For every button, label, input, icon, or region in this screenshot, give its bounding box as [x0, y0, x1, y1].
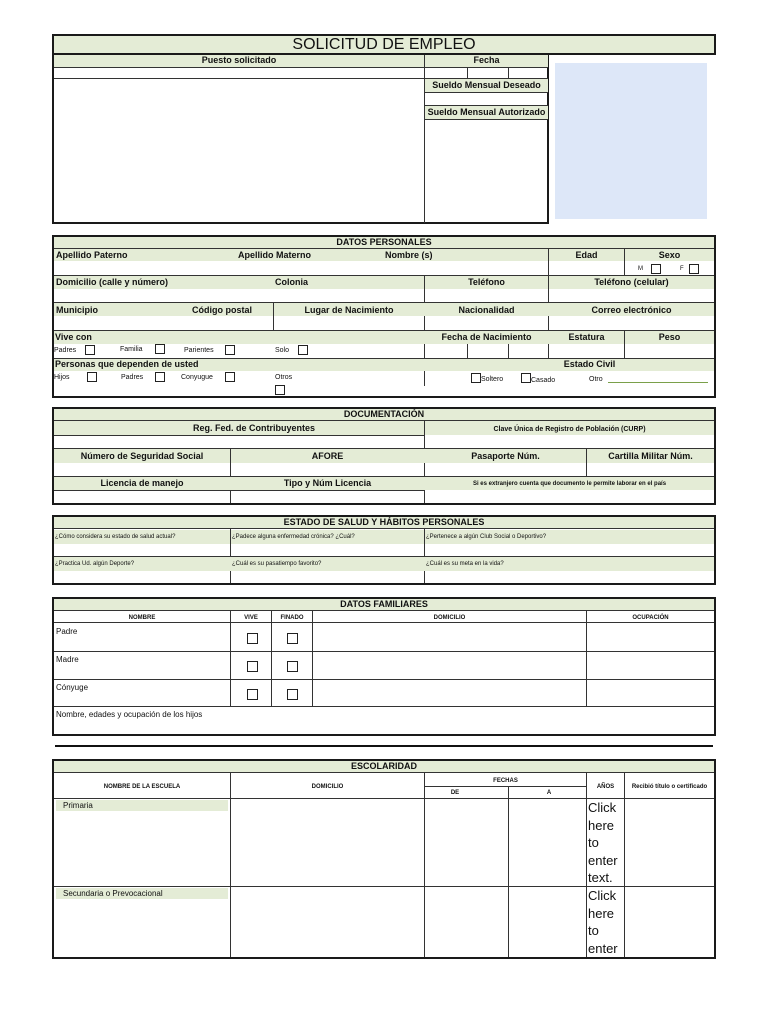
vive-con-label: Vive con — [55, 332, 92, 342]
familiares-title: DATOS FAMILIARES — [54, 599, 714, 611]
vive-parientes-checkbox[interactable] — [225, 345, 235, 355]
dependen-label: Personas que dependen de usted — [55, 359, 199, 369]
col-a: A — [546, 790, 552, 796]
edad-label: Edad — [575, 250, 598, 260]
col-nombre: NOMBRE — [128, 615, 156, 621]
col-escuela: NOMBRE DE LA ESCUELA — [103, 784, 181, 790]
primaria-anos-field[interactable]: Click here to enter text. — [588, 800, 618, 885]
rfc-label: Reg. Fed. de Contribuyentes — [192, 423, 315, 433]
telefono-label: Teléfono — [468, 277, 505, 287]
casado-label: Casado — [531, 377, 556, 384]
peso-label: Peso — [658, 332, 681, 342]
fecha-nac-day-divider — [467, 344, 468, 358]
casado-checkbox[interactable] — [521, 373, 531, 383]
col-vive: VIVE — [244, 615, 258, 621]
padre-finado-checkbox[interactable] — [287, 633, 298, 644]
sexo-f-checkbox[interactable] — [689, 264, 699, 274]
extranjero-label: Si es extranjero cuenta que documento le permite laborar en el país — [472, 481, 667, 487]
puesto-field[interactable] — [54, 79, 424, 222]
divider — [312, 611, 313, 706]
photo-placeholder[interactable] — [555, 63, 707, 219]
dep-conyugue-checkbox[interactable] — [225, 372, 235, 382]
otro-label: Otro — [589, 376, 603, 383]
divider — [424, 773, 425, 957]
afore-label: AFORE — [311, 451, 344, 461]
otro-field[interactable] — [608, 382, 708, 383]
apellido-materno-label: Apellido Materno — [238, 250, 312, 260]
dep-hijos-label: Hijos — [54, 374, 70, 381]
col-titulo: Recibió título o certificado — [631, 784, 708, 790]
divider — [54, 651, 714, 652]
cartilla-label: Cartilla Militar Núm. — [608, 451, 693, 461]
curp-label: Clave Única de Registro de Población (CURP) — [493, 426, 646, 433]
vive-solo-checkbox[interactable] — [298, 345, 308, 355]
telefono-celular-label: Teléfono (celular) — [594, 277, 669, 287]
col-fechas: FECHAS — [493, 778, 518, 784]
codigo-postal-label: Código postal — [192, 305, 252, 315]
dep-padres-checkbox[interactable] — [155, 372, 165, 382]
divider — [586, 611, 587, 706]
divider — [54, 706, 714, 707]
escolaridad-title: ESCOLARIDAD — [54, 761, 714, 773]
vive-parientes-label: Parientes — [184, 347, 214, 354]
dep-padres-label: Padres — [121, 374, 144, 381]
col-ocupacion: OCUPACIÓN — [632, 615, 669, 621]
salud-q1: ¿Cómo considera su estado de salud actual? — [55, 534, 176, 540]
vive-familia-label: Familia — [120, 346, 143, 353]
soltero-checkbox[interactable] — [471, 373, 481, 383]
dep-otros-checkbox[interactable] — [275, 385, 285, 395]
padre-label: Padre — [56, 627, 78, 636]
row-bar — [54, 557, 714, 571]
salud-q3: ¿Pertenece a algún Club Social o Deportivo? — [426, 534, 547, 540]
sexo-f-label: F — [680, 266, 684, 272]
divider — [230, 773, 231, 957]
dep-hijos-checkbox[interactable] — [87, 372, 97, 382]
madre-label: Madre — [56, 655, 79, 664]
domicilio-label: Domicilio (calle y número) — [56, 277, 169, 287]
divider — [54, 490, 424, 491]
sexo-m-checkbox[interactable] — [651, 264, 661, 274]
divider — [230, 611, 231, 706]
sueldo-autorizado-label: Sueldo Mensual Autorizado — [427, 107, 546, 117]
divider — [624, 773, 625, 957]
colonia-label: Colonia — [275, 277, 308, 287]
salud-q2: ¿Padece alguna enfermedad crónica? ¿Cuál? — [232, 534, 355, 540]
vive-familia-checkbox[interactable] — [155, 344, 165, 354]
soltero-label: Soltero — [481, 376, 504, 383]
nacionalidad-label: Nacionalidad — [458, 305, 515, 315]
page-title: SOLICITUD DE EMPLEO — [292, 36, 476, 53]
hijos-label: Nombre, edades y ocupación de los hijos — [56, 710, 203, 719]
dep-conyugue-label: Conyugue — [181, 374, 213, 381]
vive-padres-checkbox[interactable] — [85, 345, 95, 355]
col-anos: AÑOS — [596, 784, 615, 790]
sueldo-deseado-label: Sueldo Mensual Deseado — [432, 80, 541, 90]
apellido-paterno-label: Apellido Paterno — [56, 250, 128, 260]
sexo-label: Sexo — [658, 250, 681, 260]
col-domicilio: DOMICILIO — [433, 615, 466, 621]
nombre-label: Nombre (s) — [385, 250, 433, 260]
divider — [54, 679, 714, 680]
divider — [425, 786, 586, 787]
col-esc-domicilio: DOMICILIO — [311, 784, 344, 790]
dep-otros-label: Otros — [275, 374, 293, 381]
licencia-label: Licencia de manejo — [100, 478, 184, 488]
secundaria-label: Secundaria o Prevocacional — [63, 889, 163, 898]
fecha-nacimiento-label: Fecha de Nacimiento — [441, 332, 532, 342]
lugar-nacimiento-label: Lugar de Nacimiento — [304, 305, 394, 315]
divider — [508, 786, 509, 957]
conyuge-finado-checkbox[interactable] — [287, 689, 298, 700]
vive-solo-label: Solo — [275, 347, 290, 354]
pasaporte-label: Pasaporte Núm. — [471, 451, 540, 461]
fecha-month-divider — [508, 67, 509, 78]
divider — [425, 119, 548, 120]
primaria-label: Primaria — [63, 801, 93, 810]
conyuge-vive-checkbox[interactable] — [247, 689, 258, 700]
personales-title: DATOS PERSONALES — [54, 237, 714, 249]
salud-q4: ¿Practica Ud. algún Deporte? — [55, 561, 135, 567]
fecha-day-divider — [467, 67, 468, 78]
divider — [586, 773, 587, 957]
divider — [425, 92, 548, 93]
vive-padres-label: Padres — [54, 347, 77, 354]
divider — [54, 435, 424, 436]
padre-vive-checkbox[interactable] — [247, 633, 258, 644]
divider — [54, 67, 424, 68]
salud-q5: ¿Cuál es su pasatiempo favorito? — [232, 561, 322, 567]
municipio-label: Municipio — [56, 305, 98, 315]
madre-finado-checkbox[interactable] — [287, 661, 298, 672]
nss-label: Número de Seguridad Social — [80, 451, 204, 461]
fecha-nac-month-divider — [508, 344, 509, 358]
col-finado: FINADO — [280, 615, 304, 621]
documentacion-title: DOCUMENTACIÓN — [54, 409, 714, 421]
divider — [271, 611, 272, 706]
sexo-m-label: M — [638, 266, 643, 272]
divider — [425, 67, 548, 68]
divider — [548, 276, 549, 358]
salud-title: ESTADO DE SALUD Y HÁBITOS PERSONALES — [54, 517, 714, 529]
divider — [54, 622, 714, 623]
correo-label: Correo electrónico — [591, 305, 672, 315]
section-separator — [55, 745, 713, 747]
fecha-label: Fecha — [473, 55, 500, 65]
estado-civil-label: Estado Civil — [563, 359, 616, 369]
salud-q6: ¿Cuál es su meta en la vida? — [426, 561, 504, 567]
col-de: DE — [450, 790, 460, 796]
secundaria-anos-field[interactable]: Click here to enter — [588, 888, 618, 956]
tipo-licencia-label: Tipo y Núm Licencia — [283, 478, 372, 488]
conyuge-label: Cónyuge — [56, 683, 89, 692]
estatura-label: Estatura — [568, 332, 605, 342]
puesto-label: Puesto solicitado — [201, 55, 277, 65]
madre-vive-checkbox[interactable] — [247, 661, 258, 672]
